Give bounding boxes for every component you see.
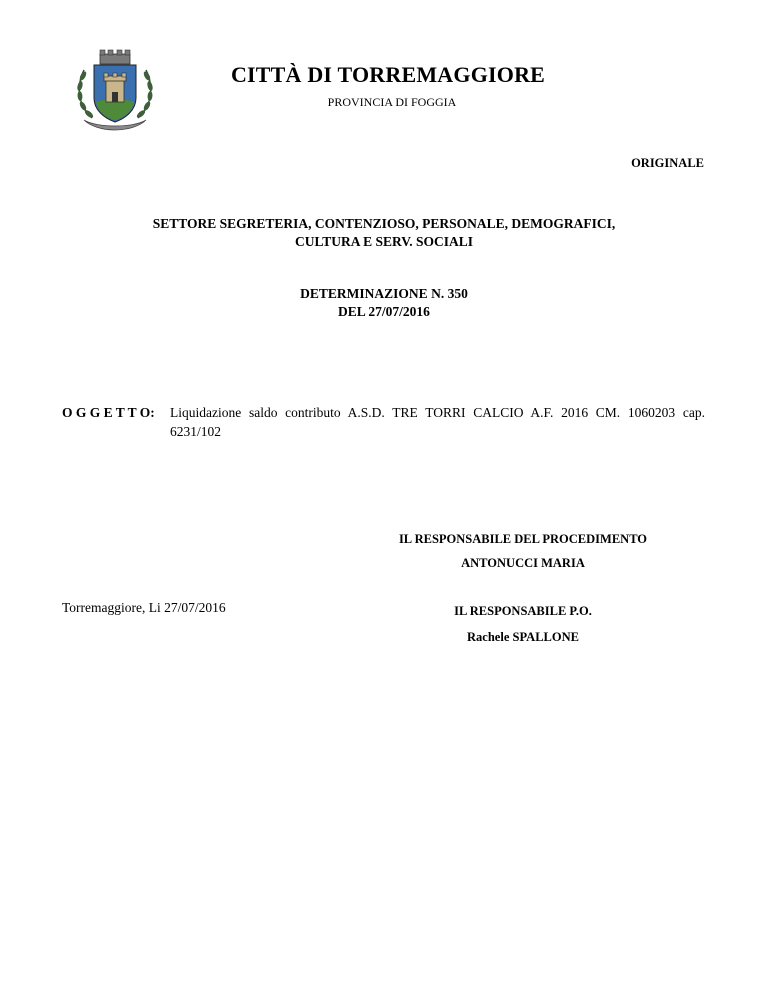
determination-number: DETERMINAZIONE N. 350: [300, 286, 468, 301]
coat-of-arms-icon: [70, 48, 160, 132]
city-title-text: CITTÀ DI TORREMAGGIORE: [230, 62, 546, 87]
place-date: Torremaggiore, Li 27/07/2016: [62, 600, 226, 615]
sector-line-1: SETTORE SEGRETERIA, CONTENZIOSO, PERSONALE, DEMOGRAFICI,: [152, 216, 616, 231]
subject-text: Liquidazione saldo contributo A.S.D. TRE TORRI CALCIO A.F. 2016 CM. 1060203 cap. 6231/102: [170, 405, 705, 439]
sector-heading: [0, 215, 768, 251]
province-text: PROVINCIA DI FOGGIA: [327, 95, 457, 109]
original-label: ORIGINALE: [631, 156, 704, 170]
po-manager-title: IL RESPONSABILE P.O.: [454, 604, 592, 618]
po-manager-name: Rachele SPALLONE: [467, 630, 579, 644]
subject-label: O G G E T T O:: [62, 405, 155, 420]
determination-date: DEL 27/07/2016: [338, 304, 430, 319]
province-label: [0, 95, 768, 110]
sector-line-2: CULTURA E SERV. SOCIALI: [294, 234, 474, 249]
procedure-manager-name: ANTONUCCI MARIA: [461, 556, 585, 570]
procedure-manager-title: IL RESPONSABILE DEL PROCEDIMENTO: [398, 532, 648, 546]
po-manager-block: [368, 598, 678, 650]
city-title: [0, 62, 768, 88]
procedure-manager-block: [368, 527, 678, 575]
determination-heading: [0, 285, 768, 321]
